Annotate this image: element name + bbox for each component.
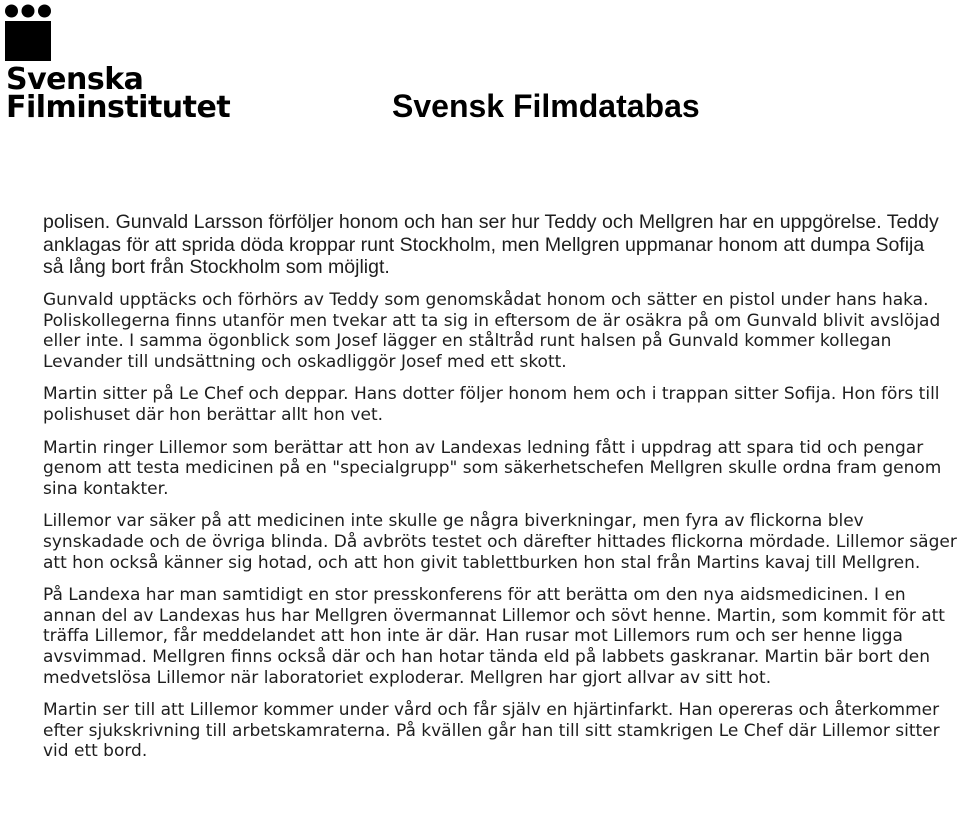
- paragraph: Lillemor var säker på att medicinen inte skulle ge några biverkningar, men fyra av flickorna blev synskadade och de övriga blinda. Då avbröts testet och därefter hittades flickorna mördade. Lillemor säger att hon också känner sig hotad, och att hon givit tablettburken hon stal från Martins kavaj till Mellgren.: [43, 511, 957, 573]
- intro-paragraph: polisen. Gunvald Larsson förföljer honom och han ser hur Teddy och Mellgren har en uppgörelse. Teddy anklagas för att sprida döda kroppar runt Stockholm, men Mellgren uppmanar honom att dumpa Sofija så lång bort från Stockholm som möjligt.: [43, 211, 939, 278]
- article-body: [43, 290, 958, 774]
- paragraph: Martin sitter på Le Chef och deppar. Hans dotter följer honom hem och i trappan sitter Sofija. Hon förs till polishuset där hon berättar allt hon vet.: [43, 384, 940, 425]
- paragraph: Martin ringer Lillemor som berättar att hon av Landexas ledning fått i uppdrag att spara tid och pengar genom att testa medicinen på en "specialgrupp" som säkerhetschefen Mellgren skulle ordna fram genom sina kontakter.: [43, 437, 942, 499]
- page-title: Svensk Filmdatabas: [392, 88, 700, 124]
- logo-wordmark: [6, 62, 231, 125]
- svenska-filminstitutet-logo[interactable]: [4, 4, 231, 125]
- paragraph: På Landexa har man samtidigt en stor presskonferens för att berätta om den nya aidsmedicinen. I en annan del av Landexas hus har Mellgren övermannat Lillemor och sövt henne. Martin, som kommit för att träffa Lillemor, får meddelandet att hon inte är där. Han rusar mot Lillemors rum och ser henne ligga avsvimmad. Mellgren finns också där och han hotar tända eld på labbets gaskranar. Martin bär bort den medvetslösa Lillemor när laboratoriet exploderar. Mellgren har gjort allvar av sitt hot.: [43, 585, 945, 688]
- logo-line-svenska: Svenska: [6, 62, 144, 97]
- logo-line-filminstitutet: Filminstitutet: [6, 90, 231, 125]
- logo-mark-icon: [4, 4, 64, 64]
- paragraph: Martin ser till att Lillemor kommer under vård och får själv en hjärtinfarkt. Han opereras och återkommer efter sjukskrivning till arbetskamraterna. På kvällen går han till sitt stamkrigen Le Chef där Lillemor sitter vid ett bord.: [43, 700, 940, 762]
- paragraph: Gunvald upptäcks och förhörs av Teddy som genomskådat honom och sätter en pistol under hans haka. Poliskollegerna finns utanför men tvekar att ta sig in eftersom de är osäkra på om Gunvald blivit avslöjad eller inte. I samma ögonblick som Josef lägger en ståltråd runt halsen på Gunvald kommer kollegan Levander till undsättning och oskadliggör Josef med ett skott.: [43, 290, 941, 372]
